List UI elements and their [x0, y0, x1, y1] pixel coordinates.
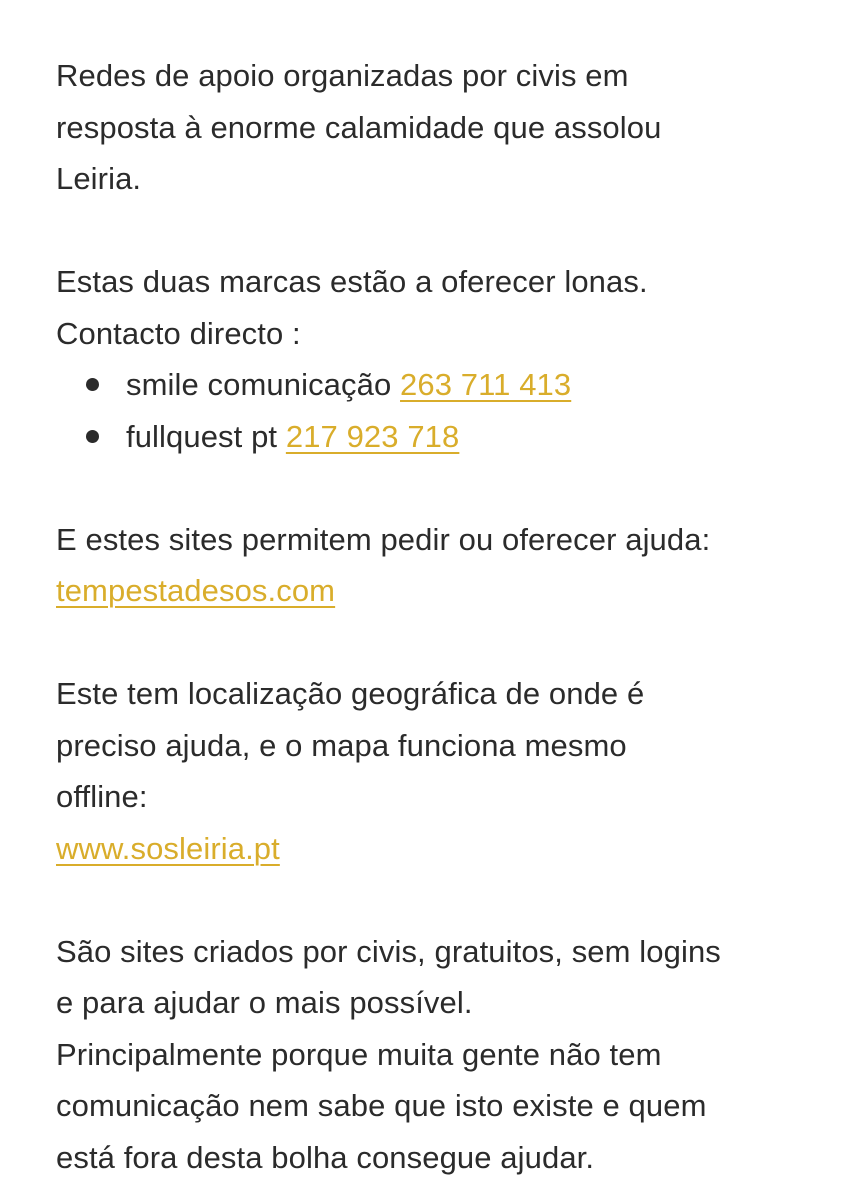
phone-link[interactable]: 263 711 413: [400, 367, 572, 402]
brands-paragraph: [56, 256, 808, 359]
sites-line: E estes sites permitem pedir ou oferecer ajuda:: [56, 521, 711, 557]
contact-name: fullquest pt: [126, 418, 278, 454]
closing-line-5: está fora desta bolha consegue ajudar.: [56, 1139, 595, 1175]
map-site-line-1: Este tem localização geográfica de onde é: [56, 676, 645, 711]
intro-line-2: resposta à enorme calamidade que assolou: [56, 109, 662, 145]
brands-line-1: Estas duas marcas estão a oferecer lonas.: [56, 264, 648, 299]
map-site-line-3: offline:: [56, 779, 148, 814]
paragraph-gap: [56, 617, 808, 669]
paragraph-gap: [56, 462, 808, 514]
closing-paragraph: [56, 926, 808, 1184]
bullet-dot-icon: [86, 430, 99, 443]
contact-item: [56, 359, 808, 411]
sites-paragraph: [56, 514, 808, 617]
contact-list: [56, 359, 808, 462]
contact-name: smile comunicação: [126, 367, 392, 402]
intro-line-1: Redes de apoio organizadas por civis em: [56, 58, 629, 93]
intro-paragraph: [56, 50, 808, 205]
sosleiria-link[interactable]: www.sosleiria.pt: [56, 830, 280, 866]
paragraph-gap: [56, 874, 808, 926]
brands-line-2: Contacto directo :: [56, 315, 301, 351]
paragraph-gap: [56, 205, 808, 257]
map-site-paragraph: [56, 668, 808, 874]
contact-item: [56, 411, 808, 463]
closing-line-4: comunicação nem sabe que isto existe e quem: [56, 1088, 707, 1123]
map-site-line-2: preciso ajuda, e o mapa funciona mesmo: [56, 727, 627, 763]
closing-line-2: e para ajudar o mais possível.: [56, 985, 473, 1020]
bullet-dot-icon: [86, 378, 99, 391]
closing-line-3: Principalmente porque muita gente não tem: [56, 1036, 662, 1072]
phone-link[interactable]: 217 923 718: [285, 418, 460, 454]
closing-line-1: São sites criados por civis, gratuitos, sem logins: [56, 933, 721, 969]
intro-line-3: Leiria.: [56, 161, 142, 196]
tempestadesos-link[interactable]: tempestadesos.com: [56, 573, 336, 608]
